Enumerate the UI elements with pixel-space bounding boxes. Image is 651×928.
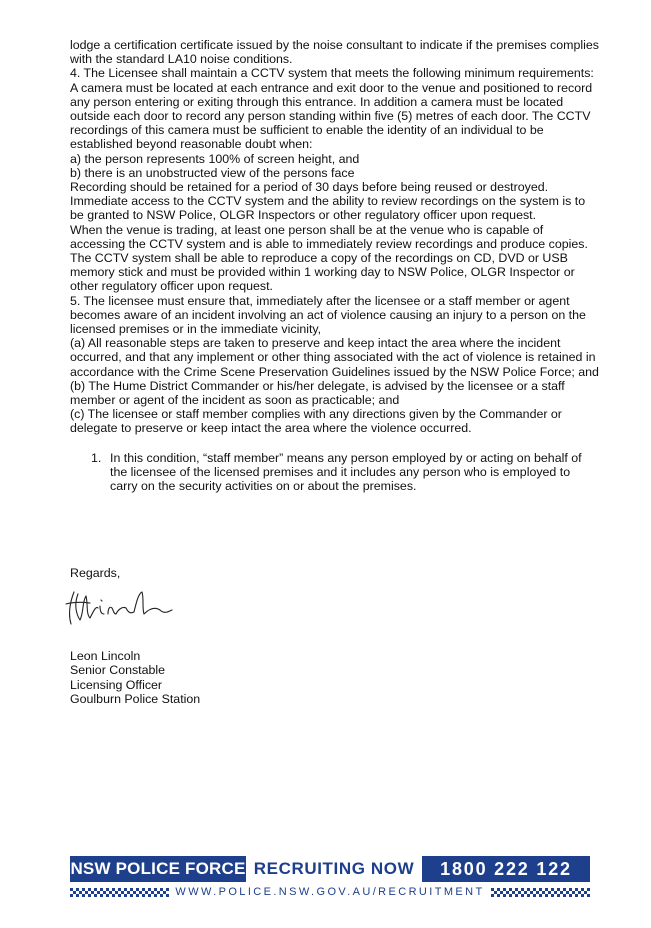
letter-body (70, 38, 600, 493)
regards-line: Regards, (70, 566, 121, 580)
footer-phone: 1800 222 122 (422, 856, 590, 882)
paragraph: (c) The licensee or staff member complies with any directions given by the Commander or delegate to preserve or keep intact the area where the violence occurred. (70, 407, 562, 436)
paragraph: Recording should be retained for a period of 30 days before being reused or destroyed. Immediate access to the CCTV system and the ability to review recordings on the system is to be granted to NSW Police, OLGR Inspectors or other regulatory officer upon request. (70, 180, 586, 223)
paragraph: b) there is an unobstructed view of the persons face (70, 165, 355, 180)
checker-pattern-left (70, 888, 169, 897)
paragraph: (b) The Hume District Commander or his/her delegate, is advised by the licensee or a staff member or agent of the incident as soon as practicable; and (70, 378, 565, 408)
signatory-name: Leon Lincoln (70, 649, 141, 663)
footer-recruiting: RECRUITING NOW (246, 856, 422, 882)
paragraph: A camera must be located at each entrance and exit door to the venue and positioned to record any person entering or exiting through this entrance. In addition a camera must be located outside each door to record any person standing within five (5) metres of each door. The CCTV recordings of this camera must be sufficient to enable the identity of an individual to be established beyond reasonable doubt when: (70, 80, 593, 152)
list-item-text: In this condition, “staff member” means any person employed by or acting on behalf of the licensee of the licensed premises and it includes any person who is employed to carry on the security activities on or about the premises. (110, 450, 582, 494)
footer-url: WWW.POLICE.NSW.GOV.AU/RECRUITMENT (175, 886, 485, 898)
signatory-rank: Senior Constable (70, 663, 166, 678)
paragraph: When the venue is trading, at least one person shall be at the venue who is capable of accessing the CCTV system and is able to immediately review recordings and produce copies. The CCTV system shall be able to reproduce a copy of the recordings on CD, DVD or USB memory stick and must be provided within 1 working day to NSW Police, OLGR Inspector or other regulatory officer upon request. (70, 222, 588, 294)
signature-block (70, 649, 200, 707)
signature-image (64, 584, 174, 630)
paragraph: 4. The Licensee shall maintain a CCTV system that meets the following minimum requirements: (70, 66, 594, 81)
footer-banner (70, 856, 590, 882)
list-item (70, 451, 600, 494)
paragraph: lodge a certification certificate issued by the noise consultant to indicate if the premises complies with the standard LA10 noise conditions. (70, 38, 599, 67)
paragraph: a) the person represents 100% of screen height, and (70, 151, 360, 166)
checker-pattern-right (491, 888, 590, 897)
paragraph: 5. The licensee must ensure that, immediately after the licensee or a staff member or agent becomes aware of an incident involving an act of violence causing an injury to a person on the licensed premises or in the immediate vicinity, (70, 293, 586, 337)
signatory-role: Licensing Officer (70, 677, 163, 692)
numbered-list (70, 451, 600, 494)
list-number: 1. (91, 450, 102, 465)
signatory-station: Goulburn Police Station (70, 692, 201, 707)
footer-subline (70, 885, 590, 899)
paragraph: (a) All reasonable steps are taken to preserve and keep intact the area where the incident occurred, and that any implement or other thing associated with the act of violence is retained in accordance with the Crime Scene Preservation Guidelines issued by the NSW Police Force; and (70, 336, 599, 379)
recruitment-footer (70, 856, 590, 900)
footer-org: NSW POLICE FORCE (70, 856, 246, 882)
